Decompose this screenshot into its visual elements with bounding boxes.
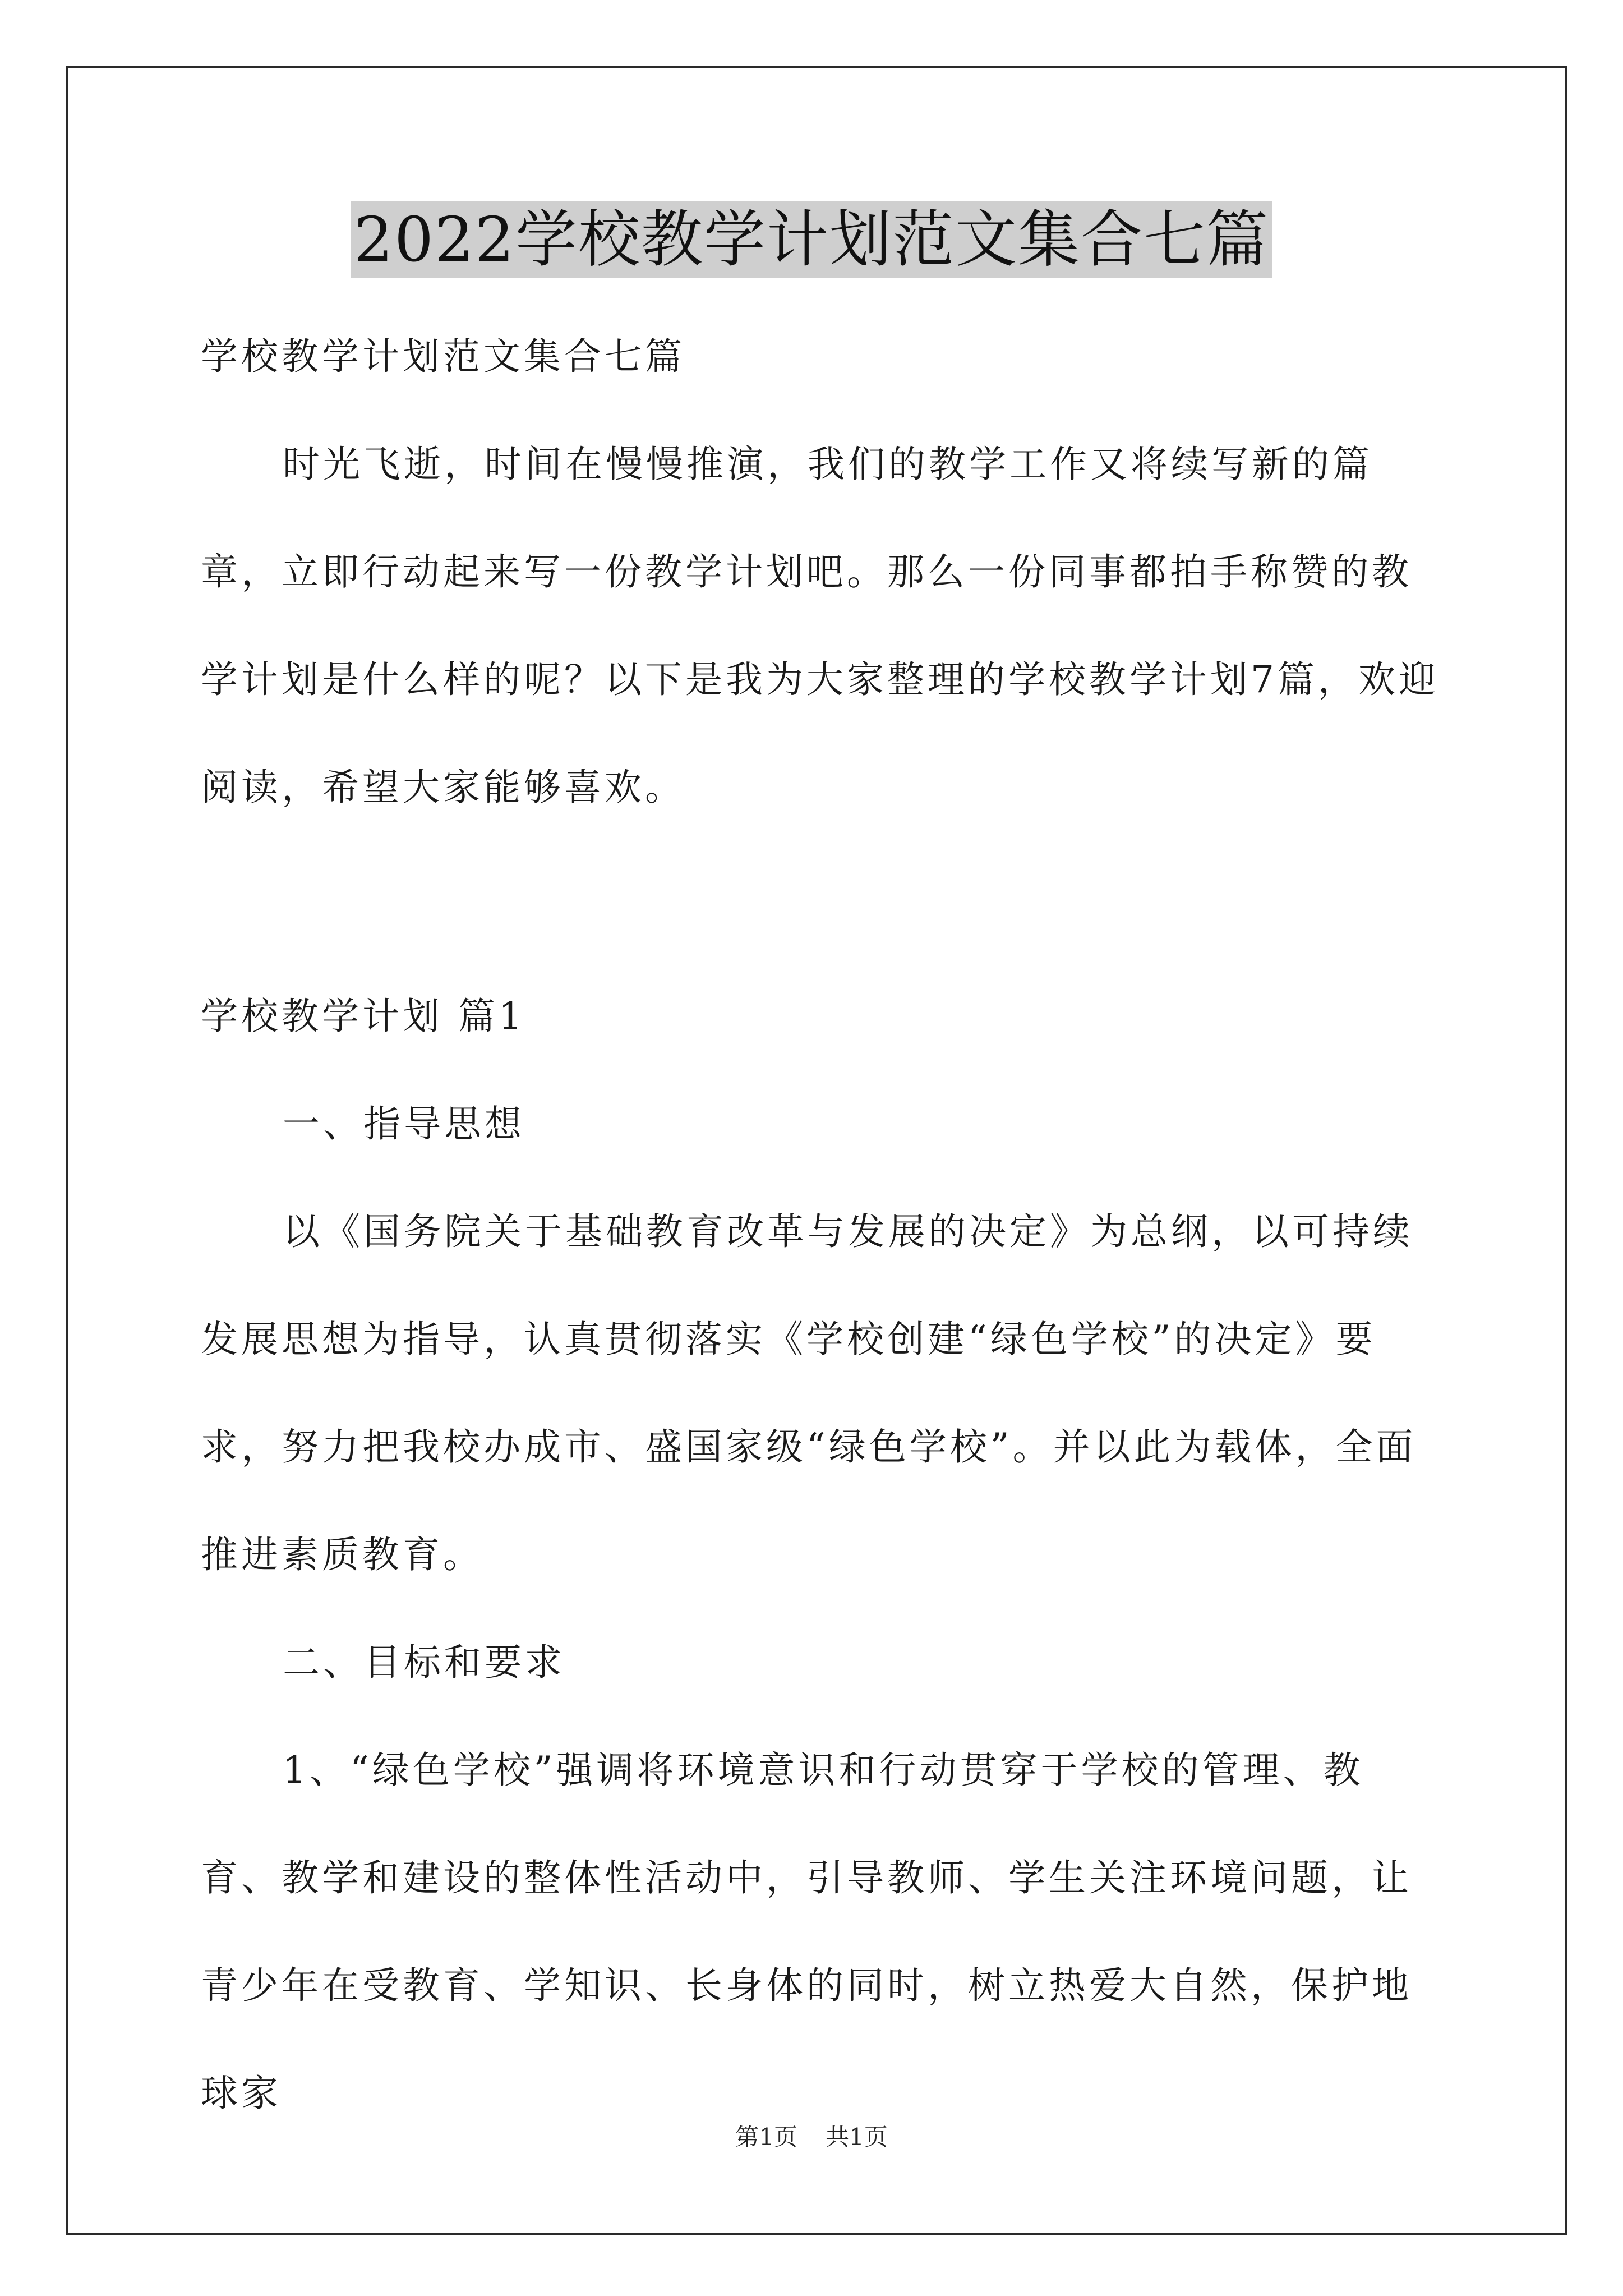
- page-number: 第1页: [735, 2123, 797, 2151]
- title-container: [0, 201, 1623, 278]
- intro-paragraph: 时光飞逝，时间在慢慢推演，我们的教学工作又将续写新的篇章，立即行动起来写一份教学计划吧。那么一份同事都拍手称赞的教学计划是什么样的呢？以下是我为大家整理的学校教学计划7篇，欢迎阅读，希望大家能够喜欢。: [201, 443, 1439, 809]
- section-heading: 学校教学计划 篇1: [201, 995, 525, 1038]
- document-subtitle: 学校教学计划范文集合七篇: [201, 335, 685, 378]
- document-title: 2022学校教学计划范文集合七篇: [351, 201, 1272, 278]
- page-total: 共1页: [826, 2123, 888, 2151]
- page-footer: [0, 2120, 1623, 2154]
- paragraph-goals-requirements: 1、“绿色学校”强调将环境意识和行动贯穿于学校的管理、教育、教学和建设的整体性活动中，引导教师、学生关注环境问题，让青少年在受教育、学知识、长身体的同时，树立热爱大自然，保护地球家: [201, 1749, 1412, 2115]
- heading-guiding-ideology: 一、指导思想: [283, 1102, 525, 1145]
- section-spacer: [201, 841, 1439, 963]
- paragraph-guiding-ideology: 以《国务院关于基础教育改革与发展的决定》为总纲，以可持续发展思想为指导，认真贯彻落实《学校创建“绿色学校”的决定》要求，努力把我校办成市、盛国家级“绿色学校”。并以此为载体，全面推进素质教育。: [201, 1210, 1417, 1576]
- document-body: [201, 303, 1439, 2147]
- heading-goals-requirements: 二、目标和要求: [283, 1641, 565, 1684]
